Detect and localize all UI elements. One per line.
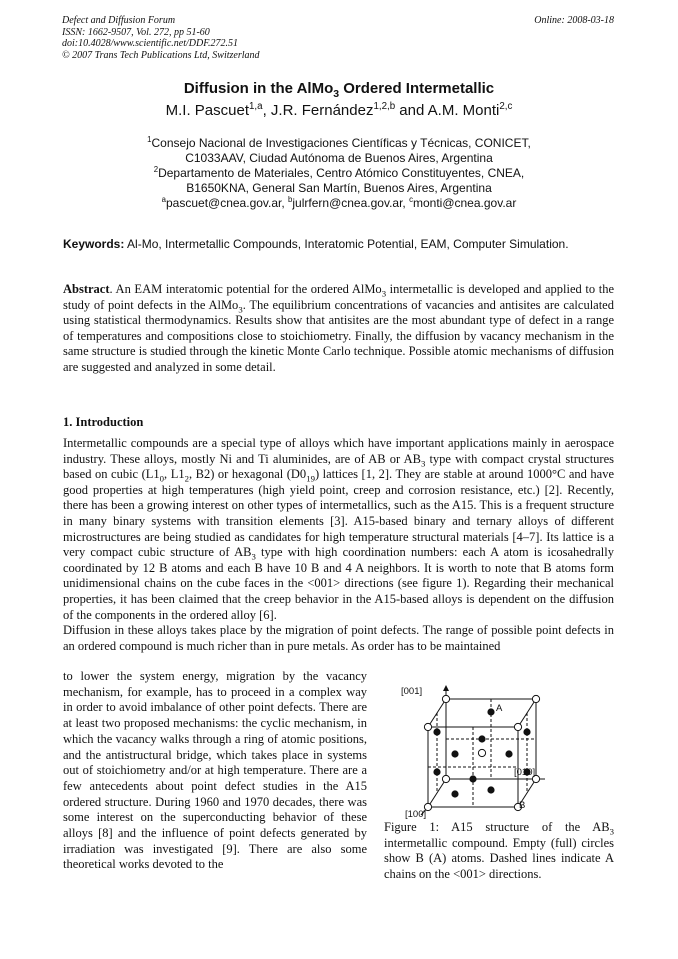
email-b[interactable]: julrfern@cnea.gov.ar, (292, 196, 410, 210)
p1-text-d: , B2) or hexagonal (D0 (188, 467, 307, 482)
b-atom (532, 695, 539, 702)
intro-column-text: to lower the system energy, migration by the vacancy mechanism, for example, has to proceed in a complex way in order to avoid imbalance of other point defects. There are at least two proposed mechanisms: the cyclic mechanism, in which the vacancy walks through a ring of atomic positions, and the antistructural bridge, which takes place in systems out of stoichiometry and/or at high temperature. There are a few antecedents about point defect studies in the A15 ordered structure. During 1960 and 1970 decades, there was some interest on the superconducting behavior of these alloys [8] and the influence of point defects generated by irradiation was investigated [9]. There are also some theoretical works devoted to the (63, 669, 367, 872)
email-b-marker: b (288, 195, 293, 204)
b-atom-center (478, 749, 485, 756)
axis-010-label: [010] (514, 767, 536, 778)
abstract-text-2: intermetallic is developed and applied to the study of point defects in the AlMo (63, 282, 614, 312)
issn-line: ISSN: 1662-9507, Vol. 272, pp 51-60 (62, 26, 210, 38)
a-atom (487, 708, 494, 715)
affiliation-1-line-1: Consejo Nacional de Investigaciones Científicas y Técnicas, CONICET, (151, 136, 531, 150)
affiliations (0, 136, 678, 211)
email-c[interactable]: monti@cnea.gov.ar (412, 196, 517, 210)
abstract-sub-2: 3 (238, 304, 243, 315)
affiliation-1 (0, 136, 678, 151)
caption-sub: 3 (609, 826, 614, 837)
atom-label-b: B (519, 800, 526, 811)
p1-sub-3: 2 (184, 473, 189, 484)
author-3: and A.M. Monti (395, 102, 500, 119)
p1-text-c: , L1 (164, 467, 185, 482)
caption-text-b: intermetallic compound. Empty (full) circles show B (A) atoms. Dashed lines indicate A chains on the <001> directions. (384, 835, 614, 881)
keywords-text: Al-Mo, Intermetallic Compounds, Interatomic Potential, EAM, Computer Simulation. (124, 237, 569, 251)
author-2-affil: 1,2,b (373, 101, 396, 112)
atom-label-a: A (496, 703, 503, 714)
doi-line: doi:10.4028/www.scientific.net/DDF.272.51 (62, 38, 239, 49)
a-atom (487, 786, 494, 793)
a-atom (469, 775, 476, 782)
keywords (63, 237, 614, 252)
affiliation-1-line-2: C1033AAV, Ciudad Autónoma de Buenos Aires, Argentina (185, 151, 493, 165)
affiliation-1-number: 1 (147, 135, 152, 144)
b-atom (442, 695, 449, 702)
copyright-line: © 2007 Trans Tech Publications Ltd, Switzerland (62, 49, 260, 61)
affiliation-2 (0, 166, 678, 181)
affiliation-2-number: 2 (153, 165, 159, 174)
b-atom (424, 723, 431, 730)
p1-sub-4: 19 (306, 473, 315, 484)
affiliation-2-line-1: Departamento de Materiales, Centro Atómico Constituyentes, CNEA, (158, 166, 525, 180)
b-atoms (424, 695, 539, 810)
online-date: Online: 2008-03-18 (534, 15, 614, 26)
paper-title (0, 80, 678, 100)
intro-paragraph-2: Diffusion in these alloys takes place by the migration of point defects. The range of possible point defects in an ordered compound is much richer than in pure metals. As order has to be maintained (63, 623, 614, 653)
p1-text-f: type with high coordination numbers: each A atom is icosahedrally coordinated by 12 B atoms and each B have 10 B and 4 A neighbors. It is worth to note that B atoms form unidimensional chains on the cube faces in the <001> directions (see figure 1). Regarding their mechanical properties, it has been claimed that the creep behavior in the A15-based alloys is dependent on the diffusion of the components in the ordered alloy [6]. (63, 545, 614, 622)
email-a[interactable]: pascuet@cnea.gov.ar, (166, 196, 289, 210)
author-2: , J.R. Fernández (262, 102, 374, 119)
author-1-affil: 1,a (249, 101, 263, 112)
title-subscript: 3 (333, 88, 340, 100)
author-1: M.I. Pascuet (165, 102, 249, 119)
p1-text-a: Intermetallic compounds are a special type of alloys which have important applications mainly in aerospace industry. These alloys, mostly Ni and Ti aluminides, are of AB or AB (63, 436, 614, 466)
email-c-marker: c (409, 195, 413, 204)
figure-caption (384, 820, 614, 882)
a-atom (433, 728, 440, 735)
axis-001-label: [001] (401, 686, 423, 697)
a-atom (451, 790, 458, 797)
affiliation-2-line-2: B1650KNA, General San Martín, Buenos Aires, Argentina (186, 181, 492, 195)
abstract-text-3: . The equilibrium concentrations of vacancies and antisites are calculated using statistical thermodynamics. Results show that antisites are the most abundant type of defect in a range of temperatures and compositions close to stoichiometry. Finally, the diffusion by vacancy mechanism in the same structure is studied through the kinetic Monte Carlo technique. Possible atomic mechanisms of diffusion are suggested and analyzed in some detail. (63, 297, 614, 374)
section-heading: 1. Introduction (63, 415, 144, 429)
a-atom (505, 750, 512, 757)
a-atom (433, 768, 440, 775)
abstract (63, 282, 614, 376)
intro-body (63, 436, 614, 654)
caption-text-a: Figure 1: A15 structure of the AB (384, 820, 610, 834)
p1-text-b: type with compact crystal structures based on cubic (L1 (63, 451, 615, 482)
email-line (0, 196, 678, 211)
axis-100-label: [100] (405, 809, 427, 819)
a-atom (478, 735, 485, 742)
p1-text-e: ) lattices [1, 2]. They are stable at around 1000°C and have good properties at high temperatures (high yield point, creep and corrosion resistance, etc.) [2]. Recently, there has been a growing interest on other types of intermetallics, such as the A15. This is a frequent structure in many binary systems with transition elements [3]. A15-based binary and ternary alloys of different microstructures are being studied as candidates for high temperature structural materials [4–7]. Its lattice is a very compact cubic structure of AB (63, 467, 614, 560)
author-list (0, 102, 678, 119)
title-text-rest: Ordered Intermetallic (339, 80, 495, 97)
abstract-text-1: . An EAM interatomic potential for the ordered AlMo (109, 282, 382, 296)
a15-structure-figure (395, 684, 545, 819)
a-atom (523, 728, 530, 735)
b-atom (442, 775, 449, 782)
journal-header (62, 15, 260, 61)
author-3-affil: 2,c (499, 101, 513, 112)
p1-sub-5: 3 (251, 551, 256, 562)
journal-name: Defect and Diffusion Forum (62, 15, 176, 26)
p1-sub-2: 0 (159, 473, 165, 484)
title-text: Diffusion in the AlMo (183, 80, 334, 97)
abstract-sub-1: 3 (381, 288, 387, 299)
abstract-label: Abstract (63, 282, 110, 296)
b-atom (514, 723, 521, 730)
keywords-label: Keywords: (63, 237, 125, 251)
p1-sub-1: 3 (420, 458, 426, 469)
intro-paragraph-1 (63, 436, 614, 623)
a-atom (451, 750, 458, 757)
email-a-marker: a (161, 195, 166, 204)
